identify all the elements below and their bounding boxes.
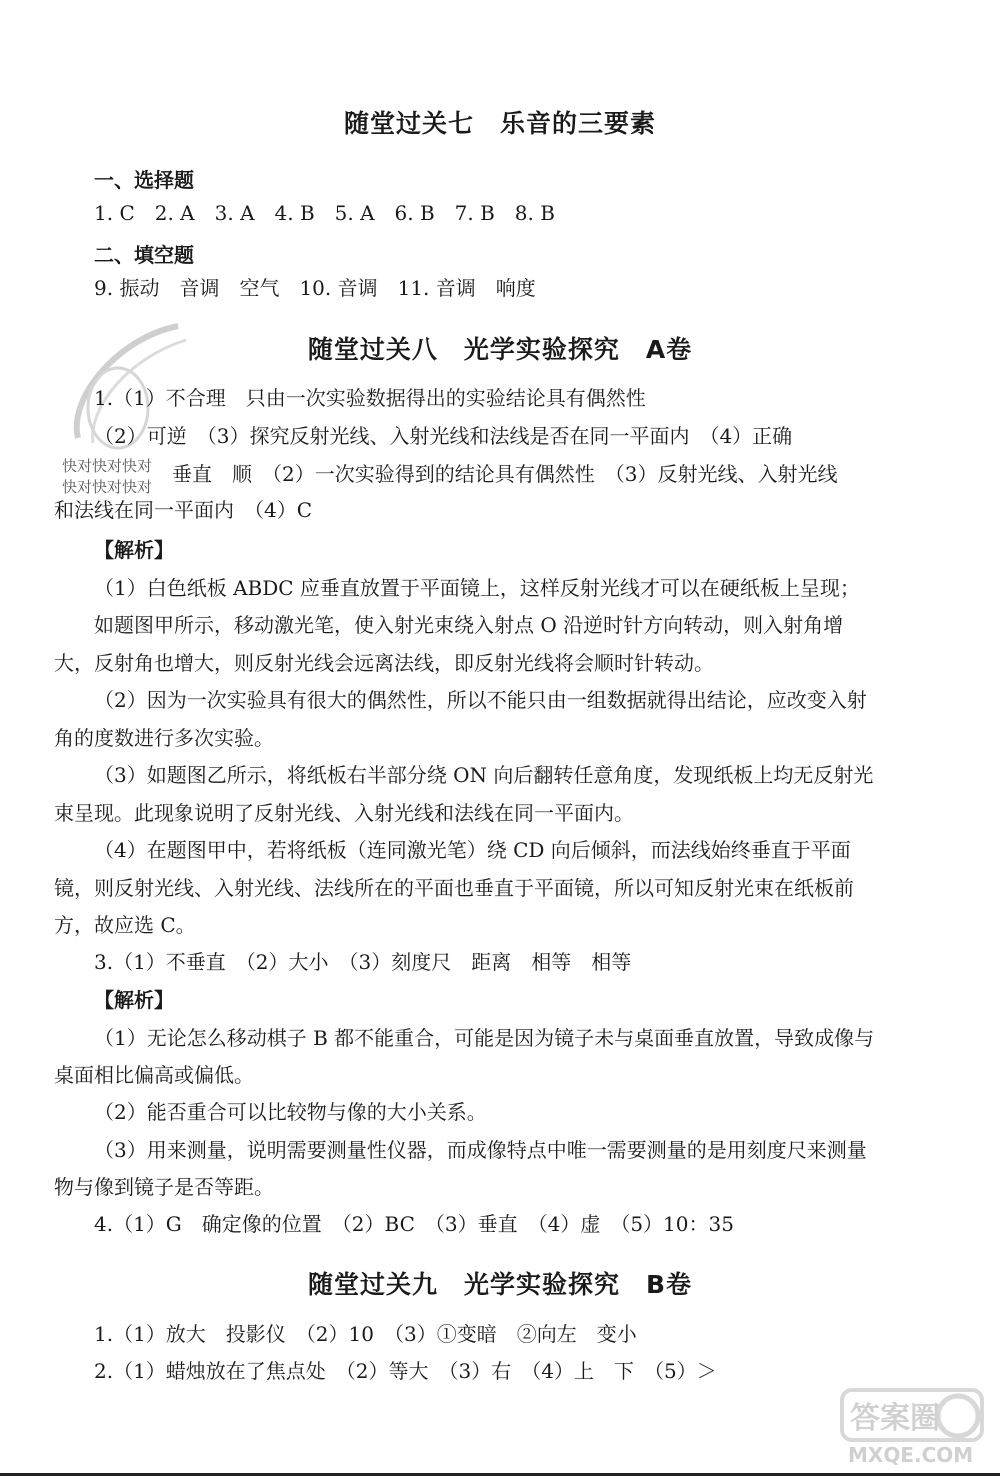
- analysis-line: （1）无论怎么移动棋子 B 都不能重合，可能是因为镜子未与桌面垂直放置，导致成像与: [94, 1026, 875, 1050]
- answer-line: 1.（1）放大 投影仪 （2）10 （3）①变暗 ②向左 变小: [94, 1322, 637, 1346]
- answer-line: 1. C 2. A 3. A 4. B 5. A 6. B 7. B 8. B: [94, 201, 555, 225]
- answer-line: 9. 振动 音调 空气 10. 音调 11. 音调 响度: [94, 276, 536, 300]
- logo-domain: MXQE.COM: [848, 1443, 974, 1467]
- page-title-section-9: 随堂过关九 光学实验探究 B卷: [307, 1270, 693, 1299]
- analysis-line: （3）用来测量，说明需要测量性仪器，而成像特点中唯一需要测量的是用刻度尺来测量: [94, 1138, 867, 1162]
- watermark-text: 快对快对快对: [62, 478, 153, 496]
- answer-line: 2.（1）蜡烛放在了焦点处 （2）等大 （3）右 （4）上 下 （5）＞: [94, 1359, 717, 1383]
- logo-mark: 答案圈: [850, 1401, 940, 1436]
- analysis-line: 方，故应选 C。: [54, 913, 196, 937]
- analysis-line: （2）能否重合可以比较物与像的大小关系。: [94, 1100, 487, 1124]
- analysis-line: 角的度数进行多次实验。: [54, 726, 274, 750]
- page-title-section-7: 随堂过关七 乐音的三要素: [343, 109, 656, 138]
- analysis-line: 如题图甲所示，移动激光笔，使入射光束绕入射点 O 沿逆时针方向转动，则入射角增: [94, 613, 844, 637]
- answer-line: 垂直 顺 （2）一次实验得到的结论具有偶然性 （3）反射光线、入射光线: [172, 462, 838, 486]
- analysis-label: 【解析】: [94, 988, 174, 1012]
- answer-line: 和法线在同一平面内 （4）C: [54, 498, 313, 522]
- analysis-line: （1）白色纸板 ABDC 应垂直放置于平面镜上，这样反射光线才可以在硬纸板上呈现；: [94, 576, 860, 600]
- bottom-divider: [0, 1473, 1000, 1476]
- analysis-line: 大，反射角也增大，则反射光线会远离法线，即反射光线将会顺时针转动。: [54, 651, 714, 675]
- watermark-text: 快对快对快对: [62, 457, 153, 475]
- analysis-line: 物与像到镜子是否等距。: [54, 1175, 274, 1199]
- answer-line: 4.（1）G 确定像的位置 （2）BC （3）垂直 （4）虚 （5）10：35: [94, 1212, 734, 1236]
- analysis-line: 束呈现。此现象说明了反射光线、入射光线和法线在同一平面内。: [54, 801, 634, 825]
- heading-choice: 一、选择题: [94, 168, 194, 192]
- analysis-line: 镜，则反射光线、入射光线、法线所在的平面也垂直于平面镜，所以可知反射光束在纸板前: [54, 876, 854, 900]
- analysis-label: 【解析】: [94, 538, 174, 562]
- site-logo: [838, 1386, 988, 1468]
- analysis-line: （2）因为一次实验具有很大的偶然性，所以不能只由一组数据就得出结论，应改变入射: [94, 688, 867, 712]
- analysis-line: （3）如题图乙所示，将纸板右半部分绕 ON 向后翻转任意角度，发现纸板上均无反射光: [94, 763, 874, 787]
- analysis-line: 桌面相比偏高或偏低。: [54, 1063, 254, 1087]
- heading-fill: 二、填空题: [94, 243, 194, 267]
- answer-line: 3.（1）不垂直 （2）大小 （3）刻度尺 距离 相等 相等: [94, 950, 632, 974]
- analysis-line: （4）在题图甲中，若将纸板（连同激光笔）绕 CD 向后倾斜，而法线始终垂直于平面: [94, 838, 851, 862]
- page-title-section-8: 随堂过关八 光学实验探究 A卷: [307, 335, 693, 364]
- answer-line: （2）可逆 （3）探究反射光线、入射光线和法线是否在同一平面内 （4）正确: [94, 424, 793, 448]
- answer-line: 1.（1）不合理 只由一次实验数据得出的实验结论具有偶然性: [94, 386, 646, 410]
